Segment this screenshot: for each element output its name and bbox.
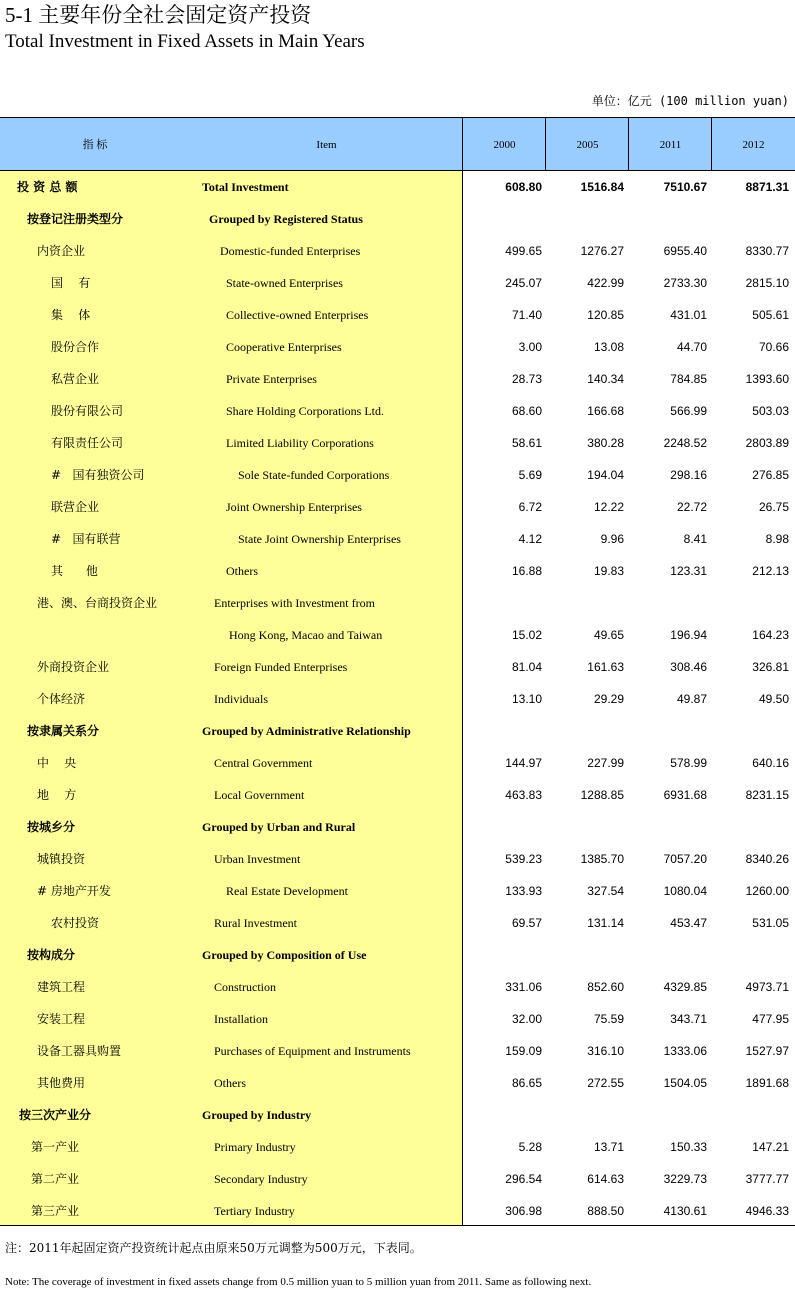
row-label-en: State Joint Ownership Enterprises <box>238 532 401 546</box>
row-label-cn: 私营企业 <box>51 372 100 386</box>
row-value: 16.88 <box>511 564 542 578</box>
row-value: 1504.05 <box>663 1076 707 1090</box>
row-label-cn: 中 央 <box>37 756 77 770</box>
row-value: 71.40 <box>511 308 542 322</box>
table-row <box>0 427 795 459</box>
row-value: 331.06 <box>505 980 542 994</box>
row-value: 1080.04 <box>663 884 707 898</box>
row-value: 150.33 <box>670 1140 707 1154</box>
row-value: 4130.61 <box>663 1204 707 1218</box>
row-value: 19.83 <box>593 564 624 578</box>
table-row <box>0 939 795 971</box>
row-value: 7057.20 <box>663 852 707 866</box>
row-label-en: Others <box>226 564 258 578</box>
row-label-en: Real Estate Development <box>226 884 348 898</box>
row-label-en: Grouped by Registered Status <box>209 212 363 226</box>
row-value: 13.71 <box>593 1140 624 1154</box>
row-value: 194.04 <box>587 468 624 482</box>
row-label-en: Grouped by Industry <box>202 1108 312 1122</box>
row-value: 1333.06 <box>663 1044 707 1058</box>
row-value: 12.22 <box>593 500 624 514</box>
row-label-en: Limited Liability Corporations <box>226 436 374 450</box>
note-cn: 注：2011年起固定资产投资统计起点由原来50万元调整为500万元，下表同。 <box>5 1241 422 1255</box>
row-value: 505.61 <box>752 308 789 322</box>
row-label-cn: 个体经济 <box>37 692 86 706</box>
row-value: 245.07 <box>505 276 542 290</box>
table-row <box>0 843 795 875</box>
row-value: 531.05 <box>752 916 789 930</box>
table-row <box>0 459 795 491</box>
row-value: 49.87 <box>676 692 707 706</box>
row-value: 49.50 <box>758 692 789 706</box>
row-label-cn: 外商投资企业 <box>37 660 110 674</box>
row-label-en: Central Government <box>214 756 313 770</box>
row-label-cn: 内资企业 <box>37 244 86 258</box>
row-value: 133.93 <box>505 884 542 898</box>
row-label-cn: 股份有限公司 <box>51 404 124 418</box>
row-label-cn: 其 他 <box>51 564 98 578</box>
row-value: 13.08 <box>593 340 624 354</box>
header-item: Item <box>316 139 337 151</box>
row-value: 164.23 <box>752 628 789 642</box>
row-value: 1891.68 <box>745 1076 789 1090</box>
row-value: 3229.73 <box>663 1172 707 1186</box>
row-value: 5.28 <box>518 1140 542 1154</box>
row-label-cn: 按构成分 <box>27 948 76 962</box>
row-value: 272.55 <box>587 1076 624 1090</box>
table-row <box>0 619 795 651</box>
row-label-cn: 安装工程 <box>37 1012 86 1026</box>
row-label-cn: 按登记注册类型分 <box>27 212 124 226</box>
row-label-en: Primary Industry <box>214 1140 296 1154</box>
row-label-cn: # 国有独资公司 <box>51 468 145 482</box>
row-value: 503.03 <box>752 404 789 418</box>
row-value: 566.99 <box>670 404 707 418</box>
row-label-en: Rural Investment <box>214 916 297 930</box>
row-label-en: Others <box>214 1076 246 1090</box>
table-bottom-border <box>0 1225 795 1226</box>
table-row <box>0 1195 795 1227</box>
row-value: 49.65 <box>593 628 624 642</box>
table-row <box>0 811 795 843</box>
row-label-en: Urban Investment <box>214 852 301 866</box>
row-value: 1385.70 <box>580 852 624 866</box>
table-row <box>0 907 795 939</box>
row-label-cn: 按三次产业分 <box>19 1108 92 1122</box>
row-value: 212.13 <box>752 564 789 578</box>
row-label-en: Collective-owned Enterprises <box>226 308 369 322</box>
row-value: 13.10 <box>511 692 542 706</box>
row-label-cn: # 房地产开发 <box>37 884 111 898</box>
table-row <box>0 1163 795 1195</box>
row-label-cn: 第三产业 <box>31 1204 80 1218</box>
row-value: 539.23 <box>505 852 542 866</box>
table-row <box>0 1131 795 1163</box>
row-value: 159.09 <box>505 1044 542 1058</box>
table-row <box>0 395 795 427</box>
row-label-cn: 按城乡分 <box>27 820 76 834</box>
row-label-en: Joint Ownership Enterprises <box>226 500 362 514</box>
row-value: 6.72 <box>518 500 542 514</box>
row-value: 131.14 <box>587 916 624 930</box>
row-label-cn: 设备工器具购置 <box>37 1044 122 1058</box>
table-row <box>0 299 795 331</box>
row-value: 343.71 <box>670 1012 707 1026</box>
row-label-en: Tertiary Industry <box>214 1204 295 1218</box>
row-value: 147.21 <box>752 1140 789 1154</box>
table-row <box>0 235 795 267</box>
row-value: 1393.60 <box>745 372 789 386</box>
row-value: 161.63 <box>587 660 624 674</box>
row-label-cn: 有限责任公司 <box>51 436 124 450</box>
row-value: 140.34 <box>587 372 624 386</box>
row-label-en: State-owned Enterprises <box>226 276 343 290</box>
row-value: 431.01 <box>670 308 707 322</box>
row-value: 1288.85 <box>580 788 624 802</box>
row-value: 614.63 <box>587 1172 624 1186</box>
table-row <box>0 363 795 395</box>
row-label-cn: 地 方 <box>37 788 77 802</box>
table-row <box>0 267 795 299</box>
header-indicator: 指 标 <box>82 139 108 151</box>
row-value: 5.69 <box>518 468 542 482</box>
row-value: 453.47 <box>670 916 707 930</box>
row-label-en: Private Enterprises <box>226 372 317 386</box>
row-value: 784.85 <box>670 372 707 386</box>
row-value: 9.96 <box>600 532 624 546</box>
row-value: 26.75 <box>758 500 789 514</box>
row-value: 578.99 <box>670 756 707 770</box>
row-value: 196.94 <box>670 628 707 642</box>
row-value: 6931.68 <box>663 788 707 802</box>
row-label-cn: 第二产业 <box>31 1172 80 1186</box>
row-label-en: Construction <box>214 980 276 994</box>
table-row <box>0 875 795 907</box>
row-value: 2803.89 <box>745 436 789 450</box>
row-label-en: Individuals <box>214 692 268 706</box>
row-value: 120.85 <box>587 308 624 322</box>
row-value: 4329.85 <box>663 980 707 994</box>
row-value: 327.54 <box>587 884 624 898</box>
table-row <box>0 331 795 363</box>
row-label-cn: 建筑工程 <box>37 980 86 994</box>
unit-label: 单位：亿元 (100 million yuan) <box>591 94 789 108</box>
table-row <box>0 491 795 523</box>
table-row <box>0 523 795 555</box>
row-label-en: Grouped by Urban and Rural <box>202 820 356 834</box>
table-row <box>0 171 795 203</box>
row-label-en: Hong Kong, Macao and Taiwan <box>229 628 383 642</box>
row-label-cn: 联营企业 <box>51 500 100 514</box>
row-value: 144.97 <box>505 756 542 770</box>
row-value: 58.61 <box>511 436 542 450</box>
row-value: 2815.10 <box>745 276 789 290</box>
row-label-cn: # 国有联营 <box>51 532 121 546</box>
row-label-en: Secondary Industry <box>214 1172 308 1186</box>
table-row <box>0 651 795 683</box>
header-year-2012: 2012 <box>742 139 765 151</box>
header-year-2005: 2005 <box>576 139 599 151</box>
row-value: 4.12 <box>518 532 542 546</box>
row-value: 316.10 <box>587 1044 624 1058</box>
row-value: 28.73 <box>511 372 542 386</box>
page-title-cn: 5-1 主要年份全社会固定资产投资 <box>5 3 312 27</box>
row-value: 8871.31 <box>745 180 789 194</box>
row-value: 29.29 <box>593 692 624 706</box>
row-label-cn: 投 资 总 额 <box>17 180 78 194</box>
row-value: 422.99 <box>587 276 624 290</box>
row-label-cn: 第一产业 <box>31 1140 80 1154</box>
table-row <box>0 587 795 619</box>
row-label-en: Installation <box>214 1012 268 1026</box>
table-row <box>0 747 795 779</box>
row-label-en: Local Government <box>214 788 305 802</box>
note-en: Note: The coverage of investment in fixed assets change from 0.5 million yuan to 5 million yuan from 2011. Same as following next. <box>5 1276 592 1288</box>
row-value: 4946.33 <box>745 1204 789 1218</box>
row-value: 296.54 <box>505 1172 542 1186</box>
row-value: 227.99 <box>587 756 624 770</box>
row-value: 499.65 <box>505 244 542 258</box>
row-value: 8.41 <box>683 532 707 546</box>
row-value: 8330.77 <box>745 244 789 258</box>
row-value: 640.16 <box>752 756 789 770</box>
row-label-en: Purchases of Equipment and Instruments <box>214 1044 411 1058</box>
row-value: 22.72 <box>676 500 707 514</box>
row-value: 68.60 <box>511 404 542 418</box>
row-value: 463.83 <box>505 788 542 802</box>
row-label-cn: 按隶属关系分 <box>27 724 100 738</box>
header-year-2000: 2000 <box>493 139 516 151</box>
table-row <box>0 1003 795 1035</box>
row-label-en: Domestic-funded Enterprises <box>220 244 361 258</box>
row-value: 70.66 <box>758 340 789 354</box>
row-value: 86.65 <box>511 1076 542 1090</box>
column-divider <box>711 117 712 171</box>
row-value: 852.60 <box>587 980 624 994</box>
row-value: 44.70 <box>676 340 707 354</box>
row-value: 888.50 <box>587 1204 624 1218</box>
table-row <box>0 555 795 587</box>
row-label-en: Enterprises with Investment from <box>214 596 375 610</box>
row-value: 306.98 <box>505 1204 542 1218</box>
row-value: 69.57 <box>511 916 542 930</box>
row-value: 1516.84 <box>580 180 624 194</box>
row-value: 380.28 <box>587 436 624 450</box>
table-row <box>0 203 795 235</box>
row-label-en: Foreign Funded Enterprises <box>214 660 348 674</box>
row-value: 8.98 <box>765 532 789 546</box>
row-value: 75.59 <box>593 1012 624 1026</box>
row-value: 6955.40 <box>663 244 707 258</box>
row-value: 298.16 <box>670 468 707 482</box>
table-row <box>0 715 795 747</box>
column-divider <box>628 117 629 171</box>
row-value: 2248.52 <box>663 436 707 450</box>
row-label-en: Total Investment <box>202 180 289 194</box>
table-header <box>0 117 795 171</box>
row-value: 308.46 <box>670 660 707 674</box>
row-label-cn: 港、澳、台商投资企业 <box>37 596 158 610</box>
row-label-en: Sole State-funded Corporations <box>238 468 390 482</box>
row-label-en: Grouped by Composition of Use <box>202 948 367 962</box>
row-label-en: Share Holding Corporations Ltd. <box>226 404 384 418</box>
row-value: 8340.26 <box>745 852 789 866</box>
row-value: 15.02 <box>511 628 542 642</box>
investment-table <box>0 117 795 1226</box>
row-value: 32.00 <box>511 1012 542 1026</box>
table-row <box>0 971 795 1003</box>
row-label-cn: 农村投资 <box>51 916 100 930</box>
row-value: 3777.77 <box>745 1172 789 1186</box>
header-year-2011: 2011 <box>659 139 682 151</box>
row-label-cn: 股份合作 <box>51 340 100 354</box>
row-value: 8231.15 <box>745 788 789 802</box>
row-value: 477.95 <box>752 1012 789 1026</box>
row-value: 608.80 <box>505 180 542 194</box>
table-row <box>0 1067 795 1099</box>
row-label-en: Grouped by Administrative Relationship <box>202 724 411 738</box>
table-row <box>0 1035 795 1067</box>
row-value: 1527.97 <box>745 1044 789 1058</box>
table-row <box>0 683 795 715</box>
column-divider <box>545 117 546 171</box>
row-value: 276.85 <box>752 468 789 482</box>
row-value: 3.00 <box>518 340 542 354</box>
row-value: 4973.71 <box>745 980 789 994</box>
table-row <box>0 779 795 811</box>
row-value: 7510.67 <box>663 180 707 194</box>
row-value: 123.31 <box>670 564 707 578</box>
row-value: 1260.00 <box>745 884 789 898</box>
row-value: 1276.27 <box>580 244 624 258</box>
row-label-cn: 其他费用 <box>37 1076 86 1090</box>
table-row <box>0 1099 795 1131</box>
row-label-cn: 城镇投资 <box>37 852 86 866</box>
row-label-cn: 国 有 <box>51 276 91 290</box>
row-label-cn: 集 体 <box>51 308 91 322</box>
row-value: 81.04 <box>511 660 542 674</box>
page-title-en: Total Investment in Fixed Assets in Main Years <box>5 31 365 52</box>
row-value: 326.81 <box>752 660 789 674</box>
row-label-en: Cooperative Enterprises <box>226 340 342 354</box>
row-value: 166.68 <box>587 404 624 418</box>
row-value: 2733.30 <box>663 276 707 290</box>
